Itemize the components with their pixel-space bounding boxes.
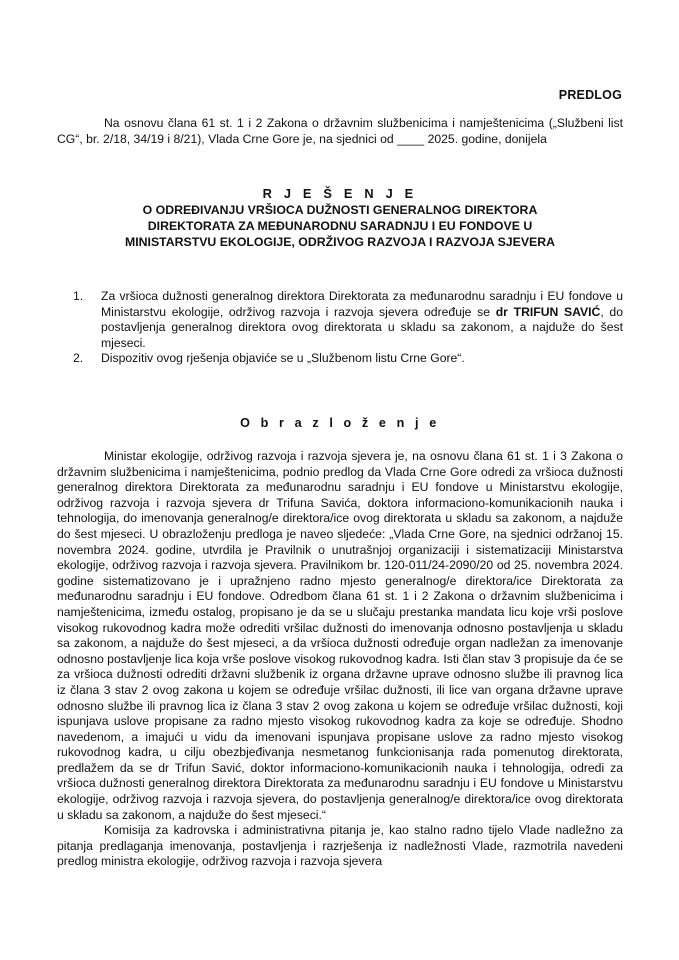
reasoning-body: [57, 449, 623, 870]
list-item: 1. Za vršioca dužnosti generalnog direktora Direktorata za međunarodnu saradnju i EU fondove u Ministarstvu ekologije, održivog razvoja i razvoja sjevera određuje se dr TRIFUN SAVIĆ, do postavljenja generalnog direktora ovog direktorata u skladu sa zakonom, a najduže do šest mjeseci.: [73, 289, 623, 350]
intro-text: Na osnovu člana 61 st. 1 i 2 Zakona o državnim službenicima i namještenicima („Službeni list CG“, br. 2/18, 34/19 i 8/21), Vlada Crne Gore je, na sjednici od ____ 2025. godine, donijela: [57, 116, 623, 146]
decision-title-heading: R J E Š E N J E: [262, 186, 418, 201]
decision-items: [73, 289, 623, 367]
proposal-label: PREDLOG: [558, 88, 622, 102]
decision-title-line: O ODREĐIVANJU VRŠIOCA DUŽNOSTI GENERALNOG DIREKTORA: [142, 203, 538, 217]
decision-title-line: MINISTARSTVU EKOLOGIJE, ODRŽIVOG RAZVOJA I RAZVOJA SJEVERA: [125, 235, 555, 249]
item-number: 1.: [73, 289, 84, 303]
reasoning-paragraph: Ministar ekologije, održivog razvoja i razvoja sjevera je, na osnovu člana 61 st. 1 i 3 Zakona o državnim službenicima i namještenicima, podnio predlog da Vlada Crne Gore odredi za vršioca dužnosti generalnog direktora Direktorata za međunarodnu saradnju i EU fondove u Ministarstvu ekologije, održivog razvoja i razvoja sjevera dr Trifuna Savića, doktora informaciono-komunikacionih nauka i tehnologija, do imenovanja generalnog/e direktora/ice ovog direktorata u skladu sa zakonom, a najduže do šest mjeseci. U obrazloženju predloga je naveo sljedeće: „Vlada Crne Gore, na sjednici održanoj 15. novembra 2024. godine, utvrdila je Pravilnik o unutrašnjoj organizaciji i sistematizaciji Ministarstva ekologije, održivog razvoja i razvoja sjevera. Pravilnikom br. 120-011/24-2090/20 od 25. novembra 2024. godine sistematizovano je i upražnjeno radno mjesto generalnog/e direktora/ice Direktorata za međunarodnu saradnju i EU fondove. Odredbom člana 61 st. 1 i 2 Zakona o državnim službenicima i namještenicima, između ostalog, propisano je da se u slučaju prestanka mandata licu koje vrši poslove visokog rukovodnog kadra može odrediti vršilac dužnosti do imenovanja odnosno postavljenja u skladu sa zakonom, a najduže do šest mjeseci, a da vršioca dužnosti određuje organ nadležan za imenovanje odnosno postavljenje lica koja vrše poslove visokog rukovodnog kadra. Isti član stav 3 propisuje da će se za vršioca dužnosti odrediti državni službenik iz organa državne uprave odnosno službe ili pravnog lica iz člana 3 stav 2 ovog zakona u kojem se određuje vršilac dužnosti, ili lice van organa državne uprave odnosno službe ili pravnog lica iz člana 3 stav 2 ovog zakona u kojem se određuje vršilac dužnosti, koji ispunjava uslove propisane za radno mjesto visokog rukovodnog kadra za koje se određuje. Shodno navedenom, a imajući u vidu da imenovani ispunjava propisane uslove za radno mjesto visokog rukovodnog kadra, u cilju obezbjeđivanja nesmetanog funkcionisanja rada pomenutog direktorata, predlažem da se dr Trifun Savić, doktor informaciono-komunikacionih nauka i tehnologija, odredi za vršioca dužnosti generalnog direktora Direktorata za međunarodnu saradnju i EU fondove u Ministarstvu ekologije, održivog razvoja i razvoja sjevera, do postavljenja generalnog/e direktora/ice ovog direktorata u skladu sa zakonom, a najduže do šest mjeseci.“: [57, 449, 623, 822]
item-number: 2.: [73, 351, 84, 366]
decision-title-line: DIREKTORATA ZA MEĐUNARODNU SARADNJU I EU FONDOVE U: [147, 219, 533, 233]
reasoning-heading: O b r a z l o ž e n j e: [240, 416, 440, 430]
decision-title: [57, 186, 623, 250]
list-item: 2. Dispozitiv ovog rješenja objaviće se u „Službenom listu Crne Gore“.: [73, 351, 465, 366]
appointee-name: dr TRIFUN SAVIĆ: [495, 304, 601, 319]
intro-paragraph: [57, 116, 623, 147]
reasoning-paragraph: Komisija za kadrovska i administrativna pitanja je, kao stalno radno tijelo Vlade nadležno za pitanja predlaganja imenovanja, postavljenja i razrješenja iz nadležnosti Vlade, razmotrila navedeni predlog ministra ekologije, održivog razvoja i razvoja sjevera: [57, 823, 623, 869]
